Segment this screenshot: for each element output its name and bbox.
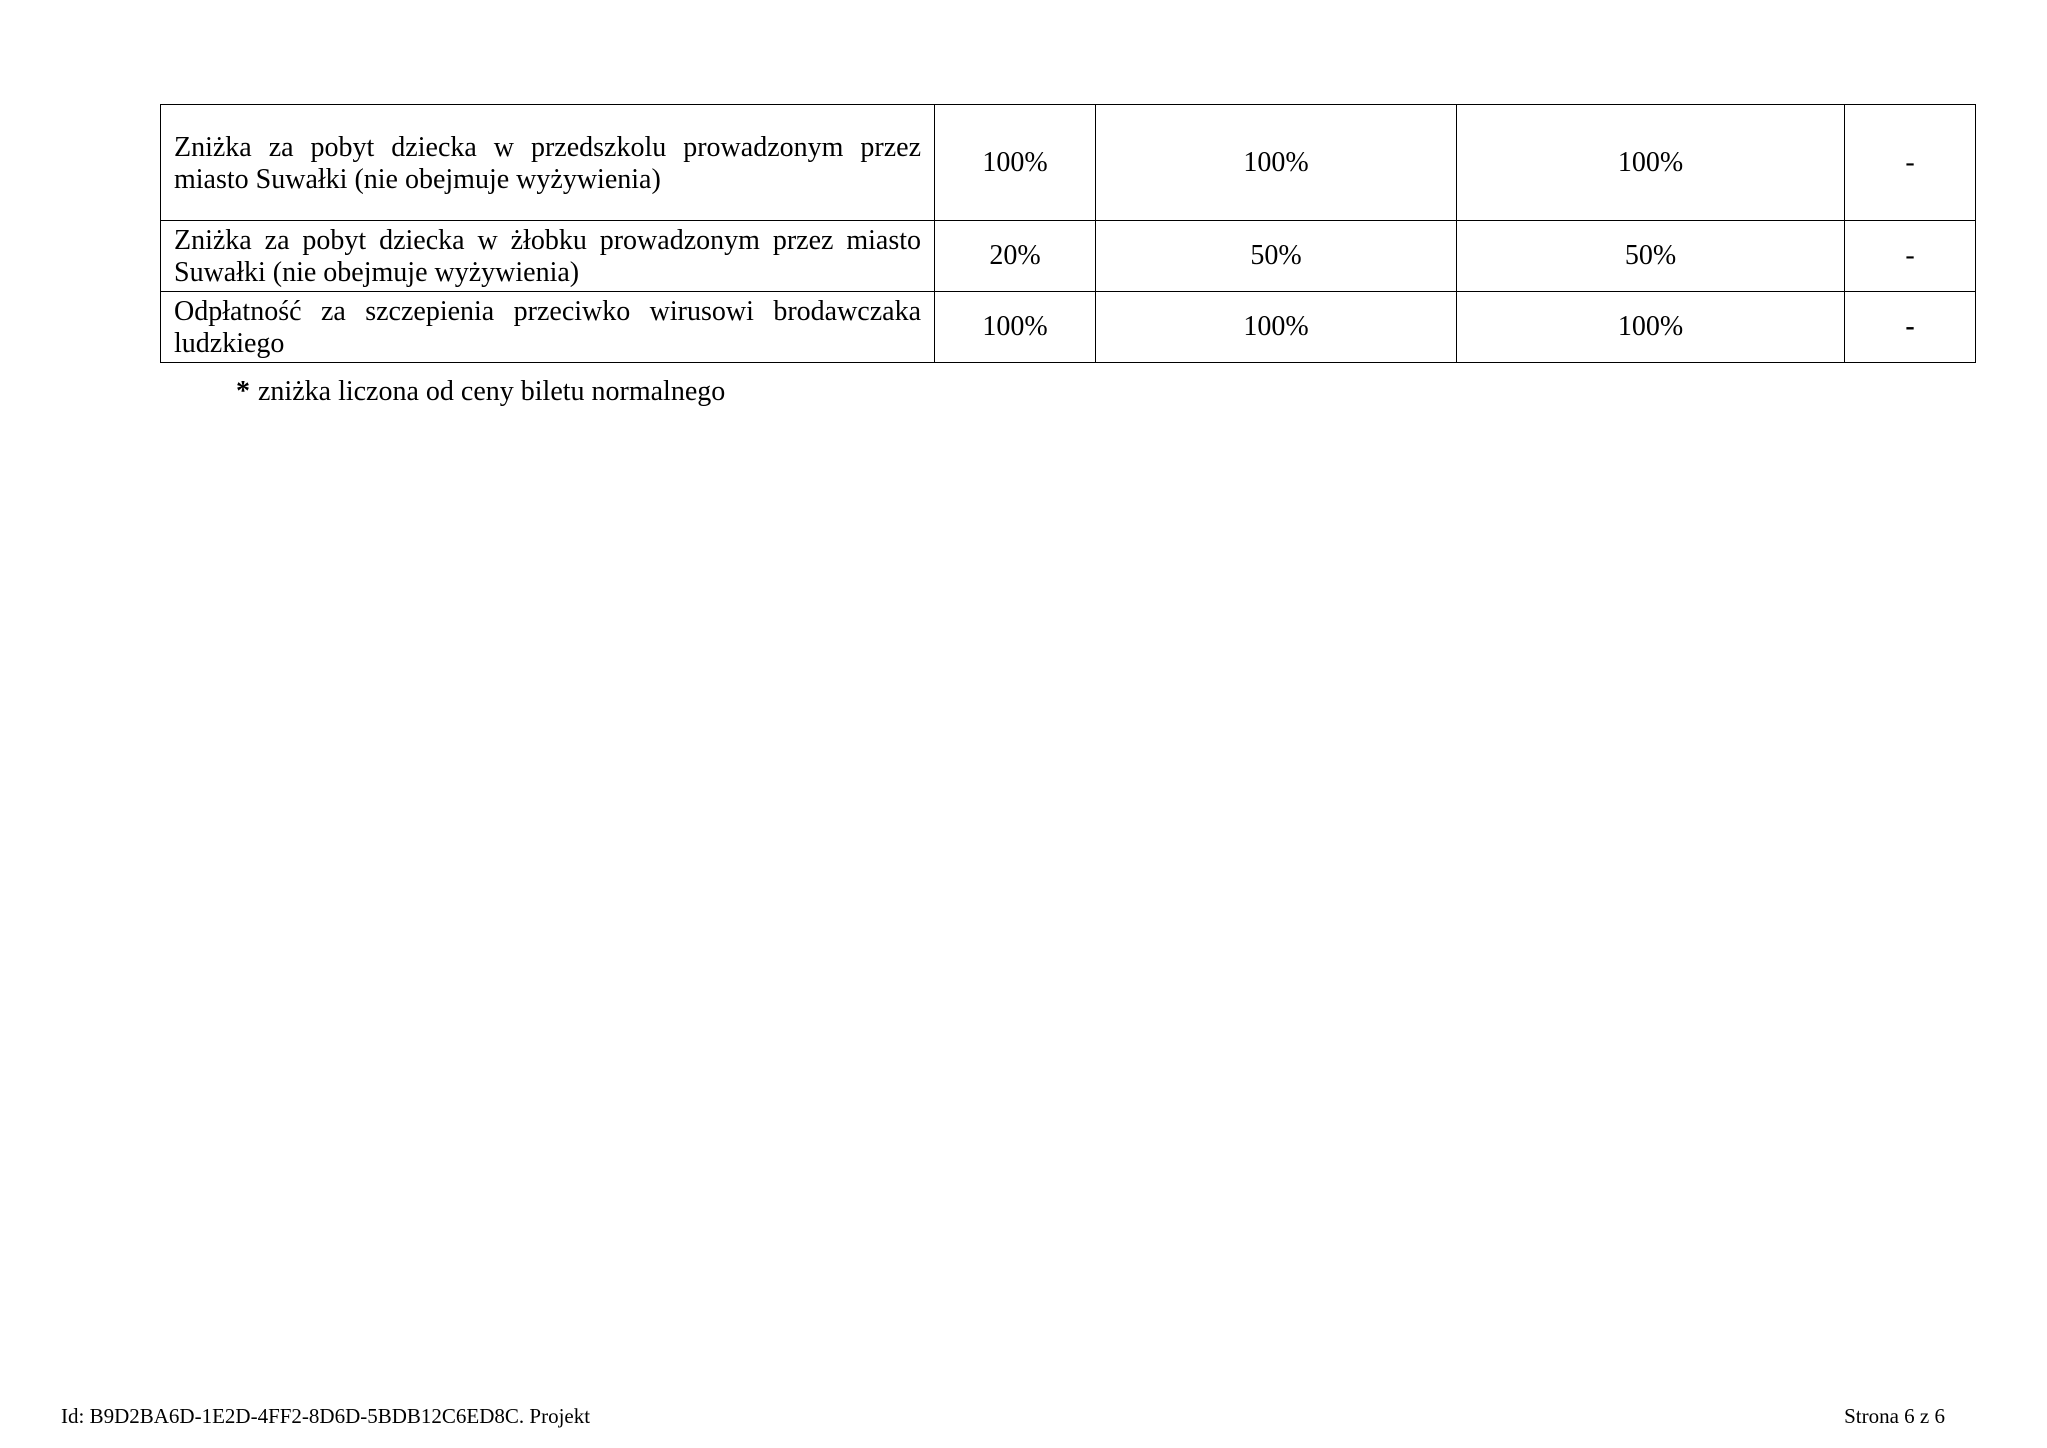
value-cell: 100% [1096, 105, 1457, 221]
value-cell: - [1845, 105, 1976, 221]
value-cell: 100% [935, 292, 1096, 363]
row-description: Odpłatność za szczepienia przeciwko wirusowi brodawczaka ludzkiego [161, 292, 935, 363]
footnote-marker: * [236, 376, 250, 407]
value-cell: - [1845, 292, 1976, 363]
footnote-text: zniżka liczona od ceny biletu normalnego [258, 376, 726, 407]
value-cell: - [1845, 221, 1976, 292]
table-row [161, 105, 1976, 221]
discount-table [160, 104, 1976, 363]
value-cell: 50% [1096, 221, 1457, 292]
page-number: Strona 6 z 6 [1844, 1404, 1945, 1428]
value-cell: 100% [1096, 292, 1457, 363]
row-description: Zniżka za pobyt dziecka w żłobku prowadzonym przez miasto Suwałki (nie obejmuje wyżywienia) [161, 221, 935, 292]
value-cell: 20% [935, 221, 1096, 292]
value-cell: 100% [1457, 292, 1845, 363]
document-id: Id: B9D2BA6D-1E2D-4FF2-8D6D-5BDB12C6ED8C. Projekt [61, 1404, 591, 1428]
table-row [161, 221, 1976, 292]
footnote [236, 376, 725, 408]
value-cell: 50% [1457, 221, 1845, 292]
table-row [161, 292, 1976, 363]
value-cell: 100% [935, 105, 1096, 221]
row-description: Zniżka za pobyt dziecka w przedszkolu prowadzonym przez miasto Suwałki (nie obejmuje wyżywienia) [161, 105, 935, 221]
value-cell: 100% [1457, 105, 1845, 221]
